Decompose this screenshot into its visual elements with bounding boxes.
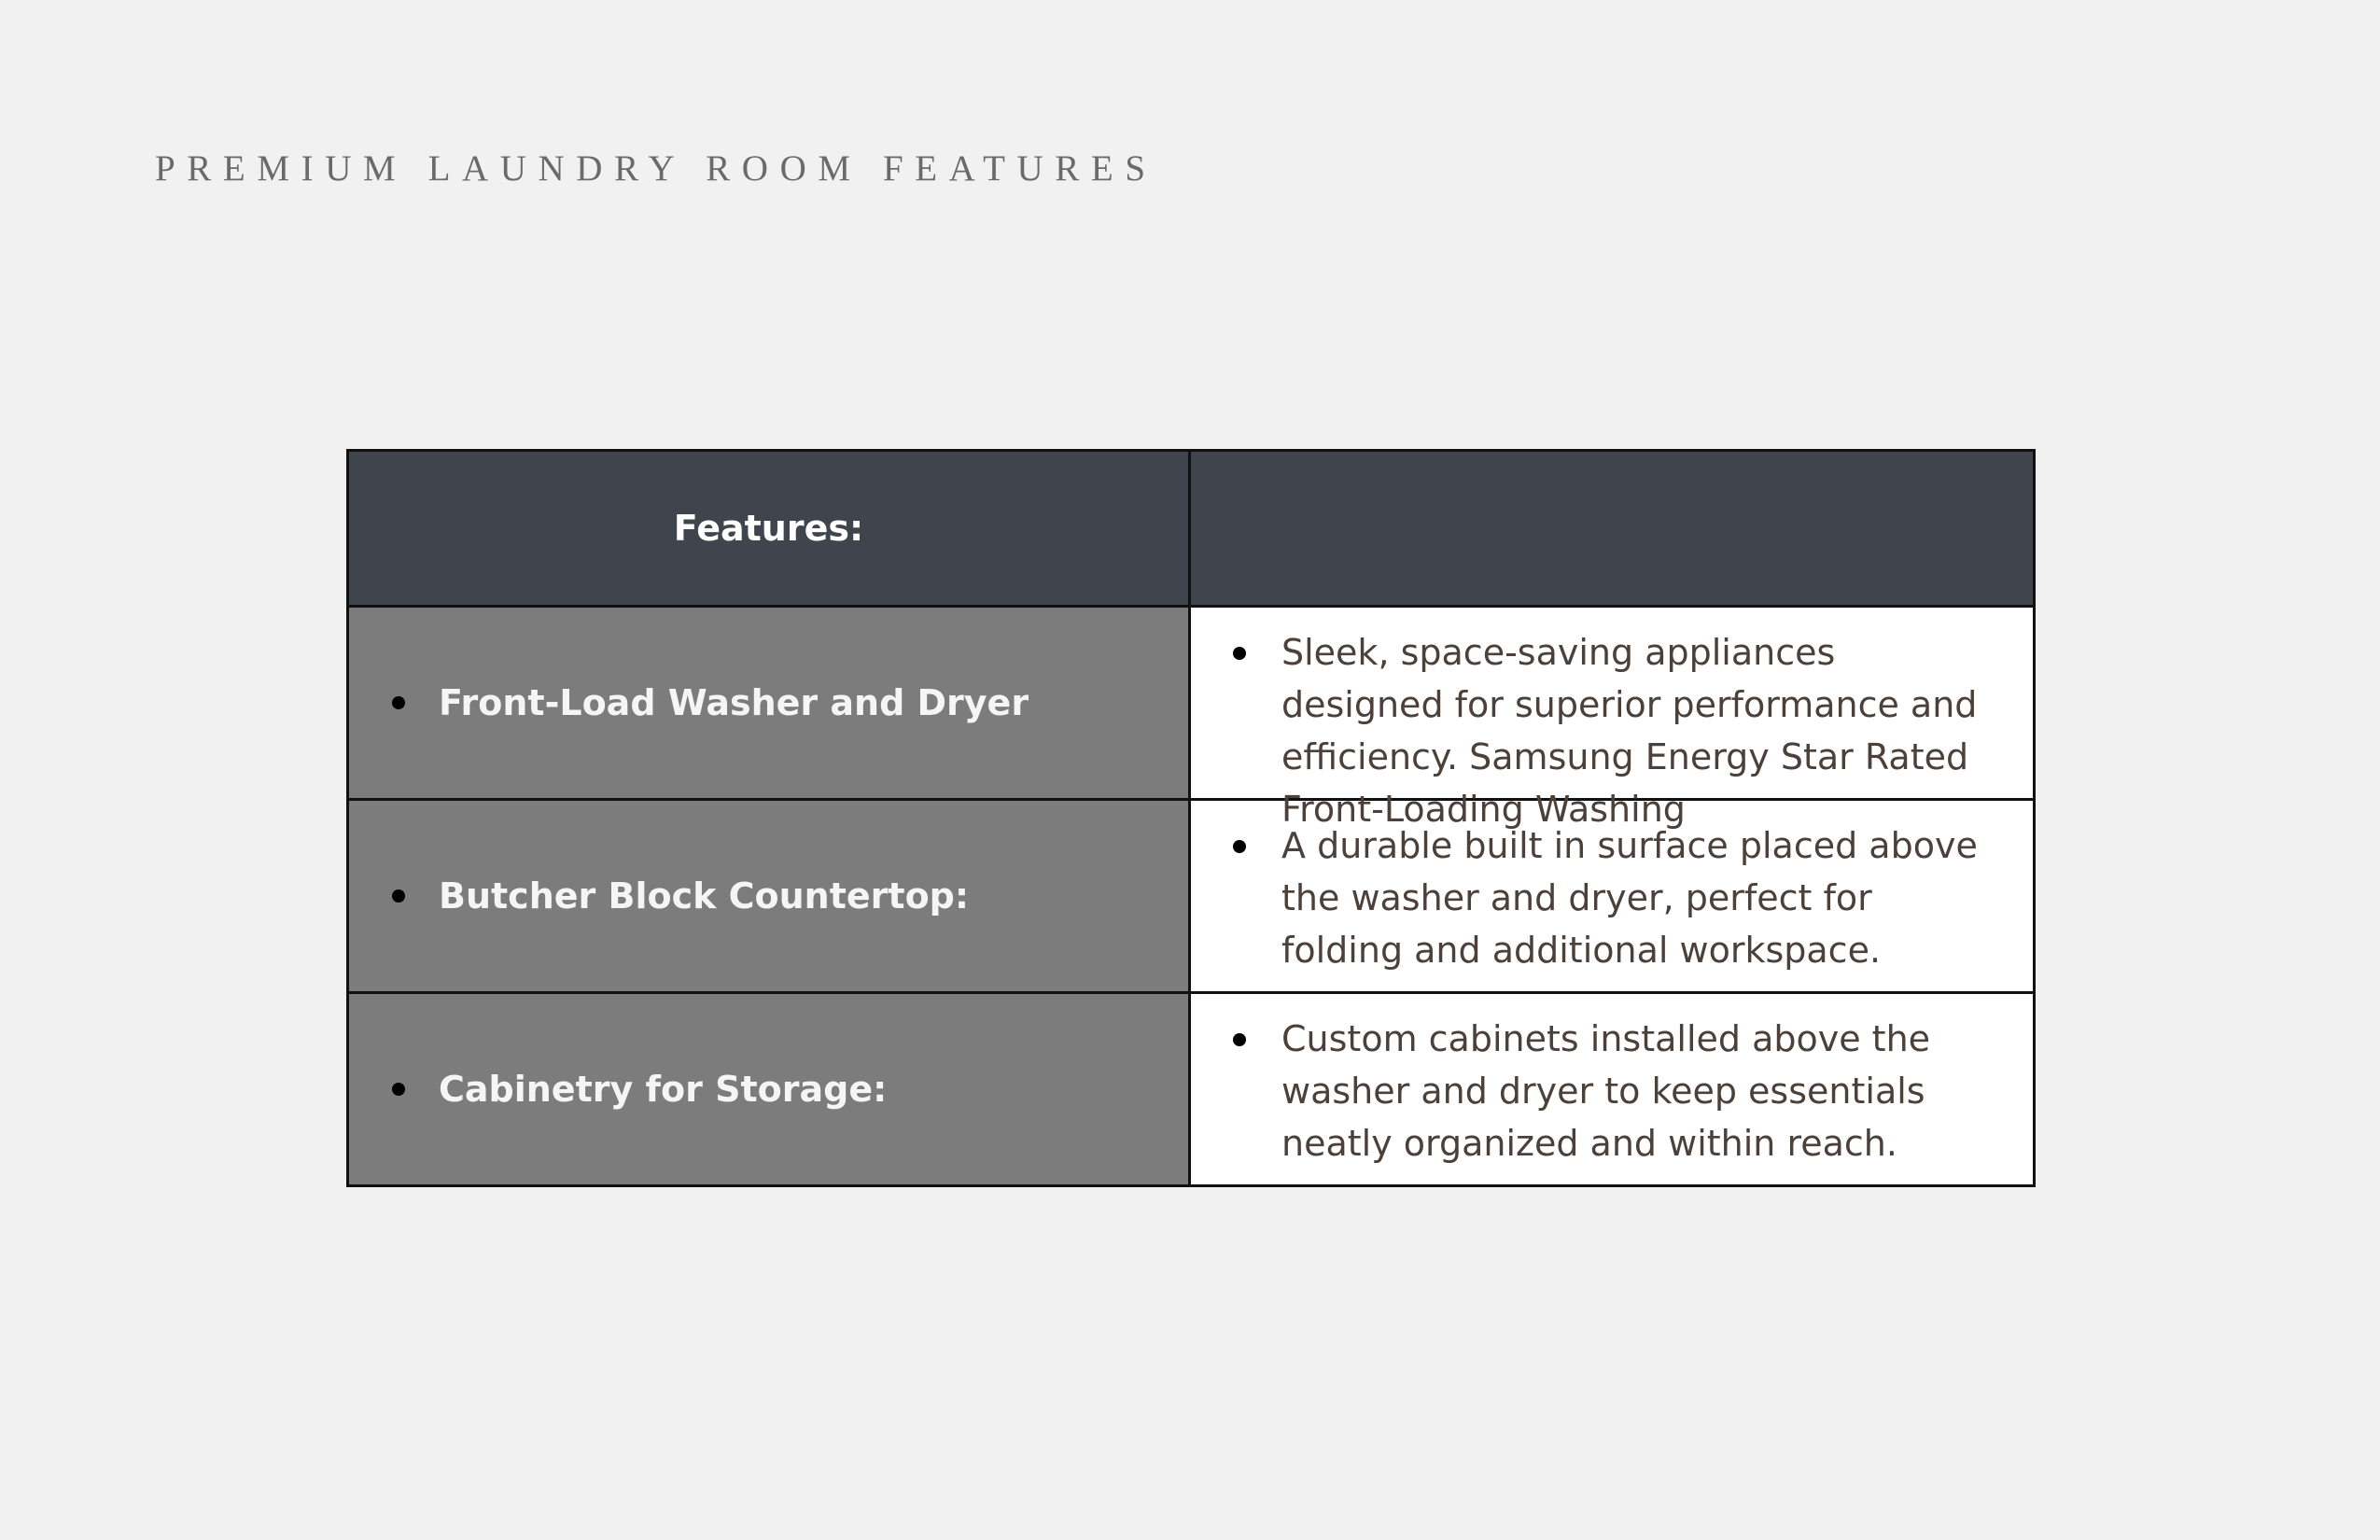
description-cell (1190, 800, 2035, 993)
bullet-icon (392, 889, 405, 903)
feature-cell (348, 607, 1190, 800)
description-cell (1190, 607, 2035, 830)
bullet-icon (392, 1083, 405, 1096)
table-row (348, 607, 2035, 800)
features-table-container (346, 449, 2036, 1187)
header-features: Features: (348, 451, 1190, 607)
bullet-icon (1233, 1033, 1246, 1046)
feature-description: Sleek, space-saving appliances designed for superior performance and efficiency. Samsung Energy Star Rated Front-Loading Washing (1281, 632, 1978, 830)
feature-cell (348, 800, 1190, 993)
bullet-icon (1233, 647, 1246, 660)
feature-description: A durable built in surface placed above the washer and dryer, perfect for folding and additional workspace. (1281, 825, 1978, 971)
description-cell (1190, 993, 2035, 1186)
table-header-row (348, 451, 2035, 607)
table-row (348, 800, 2035, 993)
bullet-icon (392, 696, 405, 709)
feature-label: Cabinetry for Storage: (439, 1069, 888, 1110)
feature-description: Custom cabinets installed above the washer and dryer to keep essentials neatly organized and within reach. (1281, 1018, 1931, 1164)
feature-cell (348, 993, 1190, 1186)
page-title: PREMIUM LAUNDRY ROOM FEATURES (155, 148, 1157, 189)
feature-label: Front-Load Washer and Dryer (439, 682, 1029, 723)
table-row (348, 993, 2035, 1186)
features-table (346, 449, 2036, 1187)
bullet-icon (1233, 840, 1246, 853)
header-description (1190, 451, 2035, 607)
feature-label: Butcher Block Countertop: (439, 875, 970, 917)
